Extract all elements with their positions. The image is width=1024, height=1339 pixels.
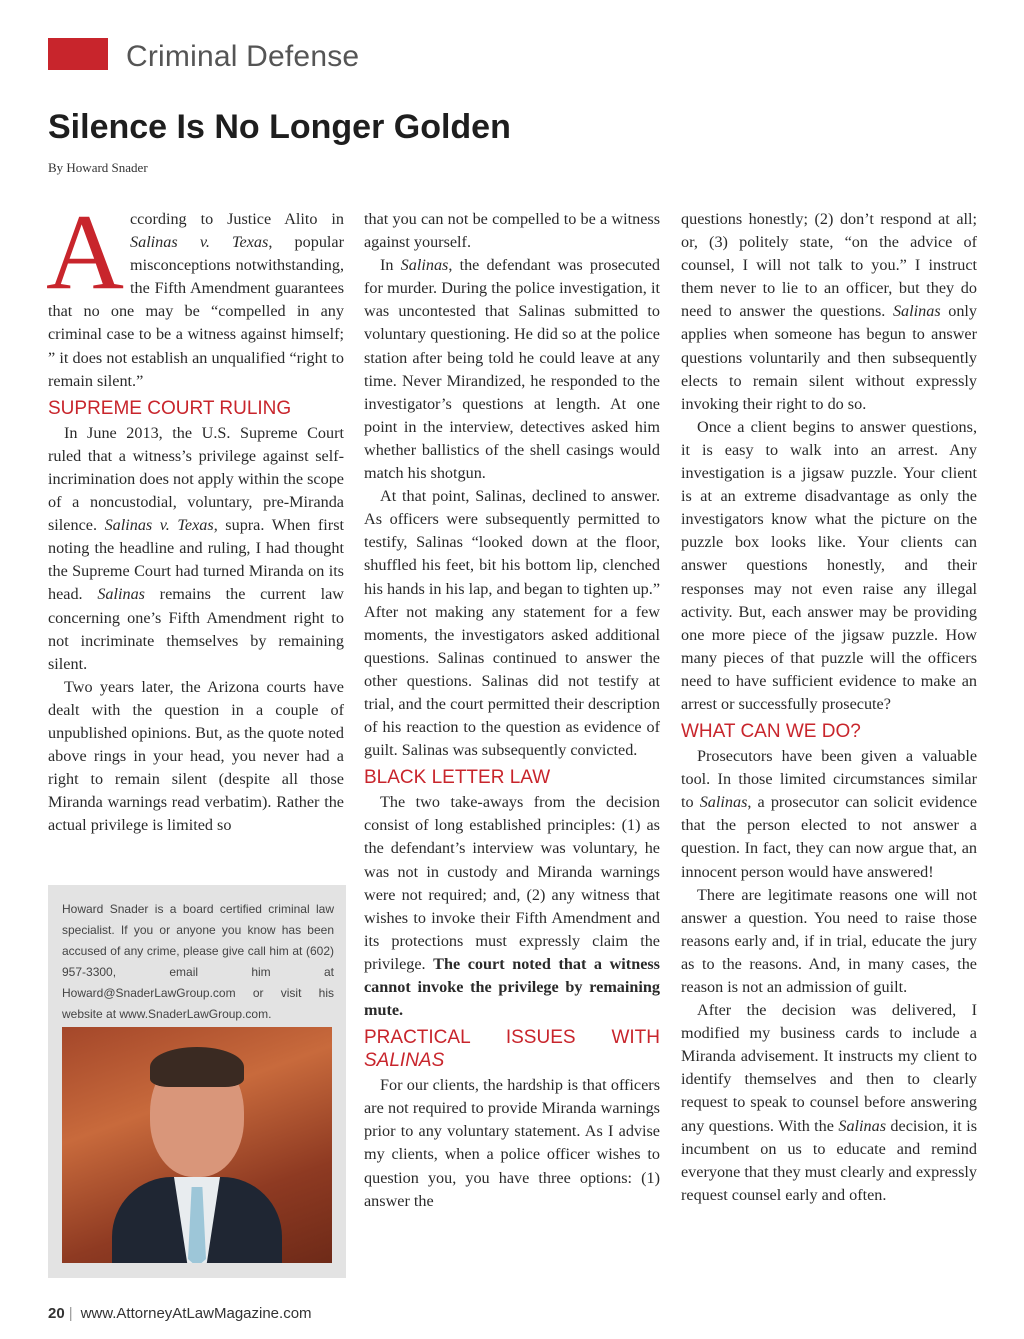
paragraph: In June 2013, the U.S. Supreme Court ruled that a witness’s privilege against self-incrimination does not apply within the scope of a noncustodial, voluntary, pre-Miranda silence. Salinas v. Texas, supra. When first noting the headline and ruling, I had thought the Supreme Court had turned Miranda on its head. Salinas remains the current law concerning one’s Fifth Amendment right to not incriminate themselves by remaining silent. — [48, 423, 344, 673]
paragraph: After the decision was delivered, I modified my business cards to include a Miranda advisement. It instructs my client to identify themselves and then to clearly request to speak to counsel before answering any questions. With the Salinas decision, it is incumbent on us to educate and remind everyone that they must clearly and expressly request counsel early and often. — [681, 1001, 977, 1204]
paragraph: At that point, Salinas, declined to answer. As officers were subsequently permitted to testify, Salinas “looked down at the floor, shuffled his feet, bit his bottom lip, clenched his hands in his lap, and began to tighten up.” After not making any statement for a few moments, the investigators asked additional questions. Salinas continued to answer the other questions. Salinas did not testify at trial, and the court permitted their description of his reaction to the question as evidence of guilt. Salinas was subsequently convicted. — [364, 487, 660, 760]
article-column-2 — [364, 208, 660, 1213]
footer-separator: | — [68, 1305, 73, 1322]
subhead-what-can-we-do: WHAT CAN WE DO? — [681, 721, 861, 743]
article-column-1 — [46, 193, 344, 837]
article-title: Silence Is No Longer Golden — [48, 108, 511, 146]
paragraph: For our clients, the hardship is that officers are not required to provide Miranda warnings prior to any voluntary statement. As I advise my clients, when a police officer wishes to question you, you have three options: (1) answer the — [364, 1076, 660, 1210]
paragraph: Two years later, the Arizona courts have dealt with the question in a couple of unpublished opinions. But, as the quote noted above rings in your head, you never had a right to remain silent (despite all those Miranda warnings read verbatim). Rather the actual privilege is limited so — [48, 677, 344, 835]
author-photo — [62, 1027, 332, 1263]
paragraph: There are legitimate reasons one will not answer a question. You need to raise those reasons early and, if in trial, educate the jury as to the reasons. And, in many cases, the reason is not an admission of guilt. — [681, 885, 977, 996]
paragraph: Prosecutors have been given a valuable tool. In those limited circumstances similar to Salinas, a prosecutor can solicit evidence that the person elected to not answer a question. In fact, they can now argue that, an innocent person would have answered! — [681, 747, 977, 881]
author-bio-text: Howard Snader is a board certified criminal law specialist. If you or anyone you know has been accused of any crime, please give call him at (602) 957-3300, email him at Howard@SnaderLawGroup.com or visit his website at www.SnaderLawGroup.com. — [62, 902, 334, 1021]
paragraph: The two take-aways from the decision consist of long established principles: (1) as the defendant’s interview was voluntary, he was not in custody and Miranda warnings were not required; and, (2) any witness that wishes to invoke their Fifth Amendment and its protections must expressly claim the privilege. The court noted that a witness cannot invoke the privilege by remaining mute. — [364, 793, 660, 1020]
paragraph: questions honestly; (2) don’t respond at all; or, (3) politely state, “on the advice of counsel, I will not talk to you.” I instruct them never to lie to an officer, but they do need to answer the questions. Salinas only applies when someone has begun to answer questions voluntarily and then subsequently elects to remain silent without expressly invoking their right to do so. — [681, 210, 978, 413]
section-color-block — [48, 38, 108, 70]
subhead-black-letter-law: BLACK LETTER LAW — [364, 767, 551, 789]
paragraph: that you can not be compelled to be a witness against yourself. — [364, 210, 660, 252]
subhead-supreme-court-ruling: SUPREME COURT RULING — [48, 397, 292, 419]
page-footer — [48, 1305, 312, 1322]
section-label: Criminal Defense — [126, 40, 360, 73]
drop-cap: A — [46, 193, 124, 312]
page-number: 20 — [48, 1305, 65, 1322]
subhead-practical-issues: PRACTICAL ISSUES WITH SALINAS — [364, 1027, 660, 1072]
author-bio-box — [48, 885, 346, 1278]
paragraph: According to Justice Alito in Salinas v. Texas, popular misconceptions notwithstanding, the Fifth Amendment guarantees that no one may be “compelled in any criminal case to be a witness against himself; ” it does not establish an unqualified “right to remain silent.” — [46, 193, 344, 390]
byline: By Howard Snader — [48, 160, 148, 175]
paragraph: Once a client begins to answer questions, it is easy to walk into an arrest. Any investigation is a jigsaw puzzle. Your client is at an extreme disadvantage as only the investigators know what the picture on the puzzle box looks like. Your clients can answer questions honestly, and their responses may not even raise any illegal activity. But, each answer may be providing one more piece of the jigsaw puzzle. How many pieces of that puzzle will the officers need to have sufficient evidence to make an arrest or successfully prosecute? — [681, 417, 977, 713]
paragraph: In Salinas, the defendant was prosecuted for murder. During the police investigation, it was uncontested that Salinas submitted to voluntary questioning. He did so at the police station after being told he could leave at any time. Never Mirandized, he responded to the investigator’s questions at length. At one point in the interview, detectives asked him whether ballistics of the shell casings would match his shotgun. — [364, 256, 661, 483]
footer-website[interactable]: www.AttorneyAtLawMagazine.com — [80, 1305, 312, 1322]
article-column-3 — [681, 208, 977, 1207]
